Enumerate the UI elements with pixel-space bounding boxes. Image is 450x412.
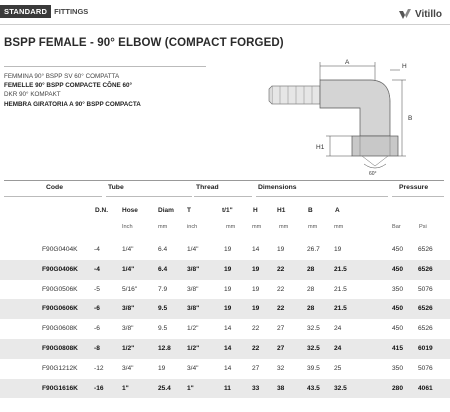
cell-h1: 19 <box>277 246 285 253</box>
cell-b: 26.7 <box>307 246 320 253</box>
unit-bar: Bar <box>392 224 401 230</box>
cell-diam: 12.8 <box>158 345 171 352</box>
header-divider <box>0 24 450 25</box>
standard-tag: STANDARD <box>0 5 51 18</box>
name-line: DKR 90° KOMPAKT <box>4 91 61 99</box>
name-line: FEMMINA 90° BSPP SV 60° COMPATTA <box>4 73 120 80</box>
cell-t1: 19 <box>224 246 232 253</box>
col-group-thread: Thread <box>196 184 219 191</box>
header-rule-tube <box>106 196 192 197</box>
cell-dn: -4 <box>94 265 100 273</box>
table-row <box>0 260 450 280</box>
translated-names <box>4 72 141 109</box>
dim-label-a: A <box>345 59 350 66</box>
cell-psi: 5076 <box>418 364 433 372</box>
cell-a: 21.5 <box>334 285 347 293</box>
cell-t: 1/2" <box>187 325 199 333</box>
unit-a: mm <box>334 224 344 230</box>
col-diam: Diam <box>158 207 174 214</box>
cell-code: F90G0608K <box>42 325 78 333</box>
table-row <box>0 280 450 300</box>
cell-b: 32.5 <box>307 345 320 352</box>
cell-psi: 6526 <box>418 265 433 273</box>
name-line: FEMELLE 90° BSPP COMPACTE CÔNE 60° <box>4 82 132 90</box>
col-dn: D.N. <box>95 207 108 214</box>
cell-hose: 5/16" <box>122 285 138 293</box>
cell-t1: 14 <box>224 345 232 352</box>
cell-h: 19 <box>252 285 260 293</box>
cell-a: 19 <box>334 246 342 253</box>
col-t: T <box>187 207 191 214</box>
cell-psi: 4061 <box>418 384 433 392</box>
cell-hose: 1/4" <box>122 246 134 253</box>
col-hose: Hose <box>122 207 138 214</box>
category-bar <box>0 4 88 18</box>
cell-t: 1/4" <box>187 246 199 253</box>
cell-t1: 19 <box>224 285 232 293</box>
header-rule-dimensions <box>256 196 388 197</box>
brand <box>398 7 442 21</box>
header-rule-pressure <box>392 196 444 197</box>
cell-hose: 1/4" <box>122 265 135 273</box>
table-row <box>0 319 450 339</box>
unit-b: mm <box>308 224 318 230</box>
cell-bar: 450 <box>392 246 404 253</box>
cell-a: 21.5 <box>334 305 347 313</box>
cell-dn: -4 <box>94 246 100 253</box>
cell-psi: 6526 <box>418 246 433 253</box>
cell-h1: 27 <box>277 325 285 333</box>
cell-bar: 450 <box>392 305 404 313</box>
cell-bar: 350 <box>392 364 404 372</box>
fitting-drawing <box>252 52 422 177</box>
cell-a: 24 <box>334 325 342 333</box>
col-a: A <box>335 207 340 214</box>
cell-code: F90G1212K <box>42 364 78 372</box>
unit-h1: mm <box>279 224 289 230</box>
cell-code: F90G0506K <box>42 285 78 293</box>
cell-t: 3/8" <box>187 305 200 313</box>
brand-name: Vitillo <box>414 8 442 20</box>
table-row <box>0 240 450 260</box>
cell-diam: 25.4 <box>158 384 171 392</box>
col-h1: H1 <box>277 207 286 214</box>
swivel-nut <box>352 136 398 166</box>
page-title: BSPP FEMALE - 90° ELBOW (COMPACT FORGED) <box>4 37 284 49</box>
cell-diam: 7.9 <box>158 285 168 293</box>
cell-psi: 6526 <box>418 325 433 333</box>
cell-t: 1/2" <box>187 345 200 352</box>
cell-hose: 3/8" <box>122 305 135 313</box>
table-row <box>0 339 450 359</box>
cell-b: 28 <box>307 305 315 313</box>
cell-diam: 9.5 <box>158 305 168 313</box>
header-rule-code <box>4 196 102 197</box>
col-group-tube: Tube <box>108 184 124 191</box>
cell-diam: 9.5 <box>158 325 168 333</box>
cell-t: 1" <box>187 384 194 392</box>
cell-hose: 1/2" <box>122 345 135 352</box>
unit-t: inch <box>187 224 198 230</box>
cell-hose: 3/8" <box>122 325 134 333</box>
col-h: H <box>253 207 258 214</box>
cell-h: 19 <box>252 305 260 313</box>
cell-code: F90G0606K <box>42 305 78 313</box>
cell-h: 22 <box>252 345 260 352</box>
cell-code: F90G0808K <box>42 345 78 352</box>
cell-h1: 22 <box>277 265 285 273</box>
cell-t1: 14 <box>224 325 232 333</box>
cell-dn: -6 <box>94 305 100 313</box>
cell-dn: -5 <box>94 285 100 293</box>
cell-bar: 350 <box>392 285 404 293</box>
table-row <box>0 359 450 379</box>
cell-code: F90G0404K <box>42 246 78 253</box>
cell-a: 32.5 <box>334 384 347 392</box>
cell-a: 25 <box>334 364 342 372</box>
dim-label-b: B <box>408 115 413 122</box>
cell-bar: 450 <box>392 265 404 273</box>
cell-psi: 6526 <box>418 305 433 313</box>
table-row <box>0 299 450 319</box>
col-t1: t/1" <box>222 207 233 214</box>
cell-b: 28 <box>307 285 315 293</box>
cell-h1: 22 <box>277 285 285 293</box>
dim-label-h: H <box>402 63 407 70</box>
cell-diam: 6.4 <box>158 265 168 273</box>
cell-h: 22 <box>252 325 260 333</box>
cell-diam: 6.4 <box>158 246 168 253</box>
cell-h: 33 <box>252 384 260 392</box>
title-divider <box>4 66 206 67</box>
col-group-pressure: Pressure <box>399 184 429 191</box>
fittings-tag: FITTINGS <box>54 6 89 16</box>
cell-dn: -12 <box>94 364 104 372</box>
dim-label-h1: H1 <box>316 144 325 151</box>
unit-t1: mm <box>226 224 236 230</box>
elbow-body <box>320 80 390 136</box>
cell-hose: 3/4" <box>122 364 134 372</box>
hose-tail <box>269 86 320 104</box>
cell-h1: 27 <box>277 345 285 352</box>
cell-dn: -8 <box>94 345 100 352</box>
cell-b: 28 <box>307 265 315 273</box>
table-top-rule <box>4 180 444 181</box>
cell-b: 39.5 <box>307 364 320 372</box>
unit-diam: mm <box>158 224 168 230</box>
cell-h1: 22 <box>277 305 285 313</box>
cell-psi: 5076 <box>418 285 433 293</box>
cell-t: 3/8" <box>187 265 200 273</box>
cell-t1: 19 <box>224 265 232 273</box>
cell-t: 3/4" <box>187 364 199 372</box>
unit-hose: Inch <box>122 224 133 230</box>
cell-h: 14 <box>252 246 260 253</box>
cell-code: F90G1616K <box>42 384 78 392</box>
cell-bar: 450 <box>392 325 404 333</box>
cell-psi: 6019 <box>418 345 433 352</box>
cell-a: 24 <box>334 345 342 352</box>
col-group-dimensions: Dimensions <box>258 184 297 191</box>
cell-b: 32.5 <box>307 325 320 333</box>
unit-psi: Psi <box>419 224 427 230</box>
cell-h: 19 <box>252 265 260 273</box>
cell-diam: 19 <box>158 364 166 372</box>
cell-b: 43.5 <box>307 384 320 392</box>
header-rule-thread <box>194 196 252 197</box>
vitillo-logo-icon <box>398 7 412 21</box>
cell-code: F90G0406K <box>42 265 78 273</box>
cell-t: 3/8" <box>187 285 199 293</box>
cell-t1: 19 <box>224 305 232 313</box>
cell-dn: -6 <box>94 325 100 333</box>
unit-h: mm <box>252 224 262 230</box>
cell-a: 21.5 <box>334 265 347 273</box>
col-b: B <box>308 207 313 214</box>
cell-bar: 280 <box>392 384 404 392</box>
cell-bar: 415 <box>392 345 404 352</box>
cell-dn: -16 <box>94 384 104 392</box>
col-group-code: Code <box>46 184 63 191</box>
cell-t1: 11 <box>224 384 231 392</box>
cell-t1: 14 <box>224 364 232 372</box>
name-line: HEMBRA GIRATORIA A 90° BSPP COMPACTA <box>4 100 141 108</box>
cell-h: 27 <box>252 364 260 372</box>
dim-label-angle: 60° <box>369 171 377 177</box>
cell-h1: 32 <box>277 364 285 372</box>
table-row <box>0 379 450 399</box>
cell-h1: 38 <box>277 384 285 392</box>
cell-hose: 1" <box>122 384 129 392</box>
